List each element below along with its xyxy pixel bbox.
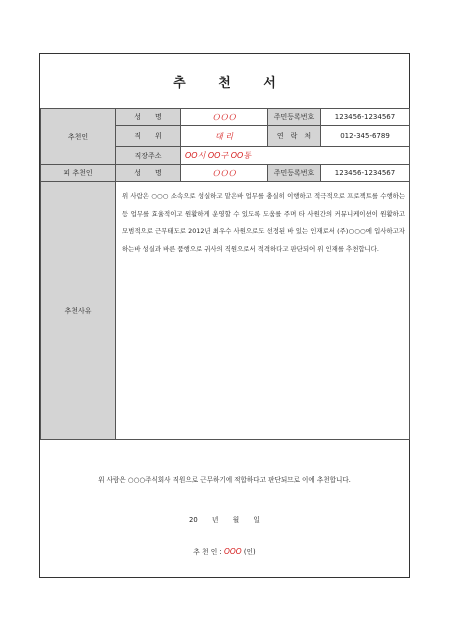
recommender-name-value[interactable]: ＯＯＯ [181,109,268,126]
date-day-unit: 일 [253,516,260,524]
recommendee-resident-label: 주민등록번호 [268,165,321,182]
reason-text[interactable]: 위 사람은 ○○○ 소속으로 성실하고 맡은바 업무를 충실히 이행하고 적극적으로 프로젝트를 수행하는 등 업무를 효율적이고 원활하게 운영할 수 있도록 도움를 주며 타 사원간의 커뮤니케이션이 원활하고 모범적으로 근무태도로 2012년 최우수 사원으로도 선정된 바 있는 인재로서 (주)○○○에 입사하고자 하는바 성실과 바른 품행으로 귀사의 직원으로서 적격하다고 판단되어 위 인재를 추천합니다. [116,182,410,440]
recommender-name-label: 성 명 [116,109,181,126]
recommendee-name-value[interactable]: ＯＯＯ [181,165,268,182]
date-line [40,514,409,524]
recommender-position-value[interactable]: 대 리 [181,126,268,147]
recommender-section-label: 추천인 [41,109,116,165]
document-title: 추 천 서 [173,75,290,91]
date-year-unit: 년 [211,516,219,524]
recommender-position-label: 직 위 [116,126,181,147]
reason-row [41,182,410,440]
recommender-contact-label: 연 락 처 [268,126,321,147]
signer-line [40,546,409,556]
recommendee-section-label: 피 추천인 [41,165,116,182]
recommender-workplace-value[interactable]: OO시 OO구 OO동 [181,147,410,165]
recommendee-row-name [41,165,410,182]
recommender-row-name [41,109,410,126]
recommender-resident-label: 주민등록번호 [268,109,321,126]
recommendation-table [40,108,410,440]
date-year[interactable]: 20 [189,516,198,524]
recommendation-letter-form [39,53,410,578]
date-month-unit: 월 [232,516,240,524]
recommender-contact-value[interactable]: 012-345-6789 [321,126,410,147]
reason-section-label: 추천사유 [41,182,116,440]
signer-value[interactable]: OOO [223,547,242,556]
recommender-workplace-label: 직장주소 [116,147,181,165]
seal-mark: (인) [243,548,256,556]
recommendee-name-label: 성 명 [116,165,181,182]
recommender-resident-value[interactable]: 123456-1234567 [321,109,410,126]
recommendee-resident-value[interactable]: 123456-1234567 [321,165,410,182]
recommendation-statement: 위 사람은 ○○○주식회사 직원으로 근무하기에 적합하다고 판단되므로 이에 추천합니다. [98,476,351,484]
footer [40,454,409,578]
signer-label: 추 천 인 : [193,548,222,556]
